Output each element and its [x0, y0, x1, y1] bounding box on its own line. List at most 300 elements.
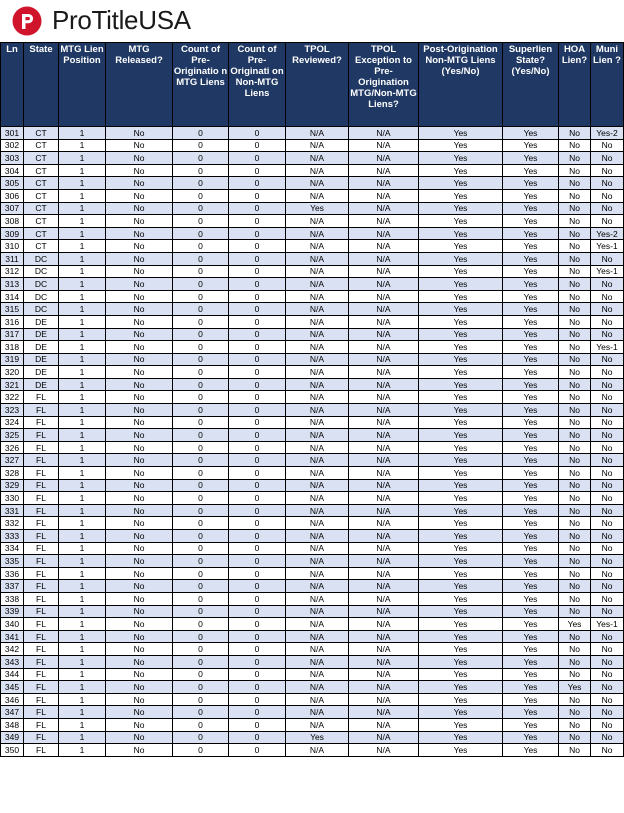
table-cell: 1: [59, 693, 106, 706]
table-cell: No: [559, 479, 591, 492]
table-cell: No: [106, 744, 173, 757]
table-cell: FL: [24, 391, 59, 404]
table-cell: No: [559, 416, 591, 429]
table-cell: FL: [24, 454, 59, 467]
table-cell: CT: [24, 152, 59, 165]
column-header: Ln: [1, 43, 24, 127]
column-header: State: [24, 43, 59, 127]
table-cell: No: [591, 530, 624, 543]
table-cell: No: [591, 378, 624, 391]
table-cell: Yes: [503, 643, 559, 656]
table-cell: 0: [229, 202, 286, 215]
table-cell: N/A: [286, 693, 349, 706]
table-cell: Yes: [503, 127, 559, 140]
table-cell: N/A: [349, 164, 419, 177]
table-cell: Yes: [503, 655, 559, 668]
table-row: [1, 177, 624, 190]
table-cell: 0: [229, 668, 286, 681]
table-row: [1, 378, 624, 391]
table-cell: 1: [59, 290, 106, 303]
table-cell: N/A: [349, 504, 419, 517]
table-cell: 0: [229, 378, 286, 391]
table-cell: N/A: [286, 492, 349, 505]
table-cell: No: [591, 454, 624, 467]
table-cell: N/A: [286, 139, 349, 152]
table-row: [1, 139, 624, 152]
table-cell: 1: [59, 492, 106, 505]
table-cell: No: [106, 706, 173, 719]
table-cell: 0: [229, 240, 286, 253]
table-cell: N/A: [349, 378, 419, 391]
table-cell: Yes: [503, 378, 559, 391]
table-row: [1, 164, 624, 177]
table-row: [1, 454, 624, 467]
table-cell: Yes: [503, 492, 559, 505]
table-row: [1, 252, 624, 265]
table-cell: 0: [173, 404, 229, 417]
table-cell: 1: [59, 542, 106, 555]
table-cell: 0: [229, 429, 286, 442]
table-cell: 0: [173, 378, 229, 391]
table-cell: N/A: [349, 718, 419, 731]
table-cell: DC: [24, 265, 59, 278]
table-cell: No: [559, 378, 591, 391]
table-cell: FL: [24, 504, 59, 517]
table-cell: CT: [24, 227, 59, 240]
table-cell: Yes: [419, 706, 503, 719]
table-cell: 0: [229, 366, 286, 379]
table-cell: No: [106, 681, 173, 694]
table-cell: 324: [1, 416, 24, 429]
table-cell: N/A: [286, 404, 349, 417]
table-cell: No: [106, 530, 173, 543]
table-cell: Yes: [286, 731, 349, 744]
table-cell: Yes: [503, 605, 559, 618]
table-cell: DE: [24, 315, 59, 328]
table-cell: 341: [1, 630, 24, 643]
table-cell: 1: [59, 353, 106, 366]
table-cell: 320: [1, 366, 24, 379]
table-cell: N/A: [349, 416, 419, 429]
table-cell: 345: [1, 681, 24, 694]
table-cell: 0: [229, 391, 286, 404]
table-cell: No: [106, 177, 173, 190]
table-cell: 1: [59, 655, 106, 668]
table-cell: Yes: [503, 341, 559, 354]
table-cell: N/A: [349, 240, 419, 253]
table-row: [1, 605, 624, 618]
table-cell: No: [591, 467, 624, 480]
table-cell: 0: [173, 530, 229, 543]
table-cell: N/A: [286, 391, 349, 404]
table-cell: No: [591, 366, 624, 379]
table-row: [1, 341, 624, 354]
table-cell: N/A: [349, 328, 419, 341]
table-cell: 0: [173, 240, 229, 253]
protitle-logo-icon: [12, 6, 42, 36]
table-cell: Yes: [419, 189, 503, 202]
table-cell: N/A: [286, 240, 349, 253]
table-cell: Yes: [419, 693, 503, 706]
table-cell: N/A: [349, 618, 419, 631]
table-cell: FL: [24, 681, 59, 694]
table-cell: 350: [1, 744, 24, 757]
table-cell: Yes: [419, 404, 503, 417]
table-cell: Yes-2: [591, 227, 624, 240]
table-row: [1, 290, 624, 303]
table-row: [1, 479, 624, 492]
table-cell: Yes: [419, 681, 503, 694]
table-cell: No: [106, 353, 173, 366]
table-cell: Yes-1: [591, 240, 624, 253]
table-cell: Yes: [503, 731, 559, 744]
table-cell: 1: [59, 366, 106, 379]
table-cell: 0: [173, 341, 229, 354]
table-cell: FL: [24, 479, 59, 492]
table-cell: N/A: [349, 530, 419, 543]
table-cell: 346: [1, 693, 24, 706]
table-cell: N/A: [349, 643, 419, 656]
table-cell: 1: [59, 278, 106, 291]
table-cell: N/A: [286, 315, 349, 328]
table-cell: N/A: [286, 668, 349, 681]
table-cell: 0: [173, 718, 229, 731]
table-cell: N/A: [349, 139, 419, 152]
table-row: [1, 744, 624, 757]
table-cell: 338: [1, 592, 24, 605]
table-cell: Yes: [419, 479, 503, 492]
table-cell: 0: [229, 441, 286, 454]
table-cell: 302: [1, 139, 24, 152]
table-cell: 0: [229, 744, 286, 757]
table-cell: Yes: [419, 744, 503, 757]
table-cell: Yes: [419, 378, 503, 391]
table-cell: DE: [24, 353, 59, 366]
table-cell: No: [559, 718, 591, 731]
table-cell: FL: [24, 605, 59, 618]
table-cell: N/A: [349, 391, 419, 404]
table-cell: No: [591, 441, 624, 454]
table-cell: Yes: [503, 152, 559, 165]
table-cell: N/A: [349, 315, 419, 328]
table-cell: No: [106, 643, 173, 656]
table-row: [1, 215, 624, 228]
table-cell: 334: [1, 542, 24, 555]
table-cell: 0: [173, 454, 229, 467]
table-cell: N/A: [286, 416, 349, 429]
table-cell: No: [591, 605, 624, 618]
table-cell: 321: [1, 378, 24, 391]
table-cell: No: [591, 416, 624, 429]
table-cell: Yes: [503, 328, 559, 341]
table-cell: 0: [229, 252, 286, 265]
table-cell: No: [559, 668, 591, 681]
table-cell: CT: [24, 177, 59, 190]
table-cell: N/A: [286, 215, 349, 228]
table-cell: Yes: [419, 366, 503, 379]
table-cell: 0: [173, 555, 229, 568]
table-cell: No: [106, 467, 173, 480]
table-cell: No: [559, 655, 591, 668]
table-cell: N/A: [286, 592, 349, 605]
table-cell: N/A: [286, 479, 349, 492]
table-cell: 347: [1, 706, 24, 719]
table-row: [1, 467, 624, 480]
logo-text: ProTitleUSA: [52, 5, 191, 35]
table-cell: N/A: [349, 668, 419, 681]
table-cell: 305: [1, 177, 24, 190]
table-row: [1, 189, 624, 202]
table-cell: 0: [173, 215, 229, 228]
table-cell: No: [559, 441, 591, 454]
table-row: [1, 693, 624, 706]
table-cell: 0: [229, 290, 286, 303]
table-cell: No: [106, 517, 173, 530]
table-cell: Yes: [503, 530, 559, 543]
table-cell: 1: [59, 127, 106, 140]
table-cell: 0: [173, 303, 229, 316]
table-cell: 0: [173, 152, 229, 165]
table-cell: 314: [1, 290, 24, 303]
table-cell: N/A: [349, 479, 419, 492]
table-row: [1, 202, 624, 215]
table-cell: 1: [59, 164, 106, 177]
table-cell: N/A: [286, 265, 349, 278]
table-cell: No: [559, 227, 591, 240]
table-cell: FL: [24, 492, 59, 505]
table-cell: 0: [229, 328, 286, 341]
table-cell: N/A: [349, 517, 419, 530]
table-cell: 0: [229, 152, 286, 165]
table-cell: No: [559, 693, 591, 706]
table-cell: Yes: [419, 227, 503, 240]
table-cell: 1: [59, 555, 106, 568]
table-cell: 0: [229, 580, 286, 593]
table-cell: FL: [24, 630, 59, 643]
table-cell: 313: [1, 278, 24, 291]
table-cell: 0: [229, 479, 286, 492]
table-cell: 322: [1, 391, 24, 404]
table-cell: 0: [229, 127, 286, 140]
table-cell: 0: [229, 542, 286, 555]
table-cell: No: [559, 278, 591, 291]
table-cell: 340: [1, 618, 24, 631]
table-cell: No: [559, 341, 591, 354]
table-cell: N/A: [349, 215, 419, 228]
table-cell: 348: [1, 718, 24, 731]
table-cell: No: [106, 504, 173, 517]
table-cell: 0: [173, 643, 229, 656]
table-cell: N/A: [349, 605, 419, 618]
column-header: Post-Origination Non-MTG Liens (Yes/No): [419, 43, 503, 127]
table-cell: 1: [59, 630, 106, 643]
table-cell: Yes: [419, 592, 503, 605]
table-cell: No: [591, 404, 624, 417]
table-cell: Yes: [503, 693, 559, 706]
table-cell: No: [106, 693, 173, 706]
table-cell: FL: [24, 429, 59, 442]
table-cell: N/A: [349, 341, 419, 354]
table-cell: Yes: [503, 467, 559, 480]
table-cell: No: [106, 366, 173, 379]
table-cell: 343: [1, 655, 24, 668]
table-cell: No: [591, 668, 624, 681]
table-cell: No: [591, 177, 624, 190]
table-cell: CT: [24, 139, 59, 152]
table-cell: No: [106, 240, 173, 253]
table-cell: N/A: [349, 366, 419, 379]
table-cell: N/A: [286, 718, 349, 731]
table-cell: Yes: [503, 315, 559, 328]
table-row: [1, 618, 624, 631]
table-cell: Yes: [503, 454, 559, 467]
table-cell: No: [559, 731, 591, 744]
table-cell: No: [559, 127, 591, 140]
table-cell: 0: [229, 227, 286, 240]
table-row: [1, 567, 624, 580]
table-row: [1, 580, 624, 593]
table-cell: 0: [229, 454, 286, 467]
table-cell: N/A: [286, 555, 349, 568]
table-cell: No: [106, 252, 173, 265]
table-cell: 0: [229, 731, 286, 744]
table-cell: Yes: [419, 391, 503, 404]
table-cell: Yes-1: [591, 341, 624, 354]
table-cell: N/A: [349, 127, 419, 140]
table-body: [1, 127, 624, 757]
table-cell: FL: [24, 555, 59, 568]
table-cell: 1: [59, 479, 106, 492]
table-cell: No: [106, 278, 173, 291]
table-cell: 0: [229, 681, 286, 694]
table-cell: FL: [24, 542, 59, 555]
table-cell: No: [591, 328, 624, 341]
table-cell: N/A: [349, 404, 419, 417]
table-cell: No: [106, 290, 173, 303]
table-cell: No: [559, 555, 591, 568]
table-cell: Yes: [419, 278, 503, 291]
table-cell: N/A: [286, 341, 349, 354]
table-cell: N/A: [286, 429, 349, 442]
table-cell: 0: [229, 404, 286, 417]
table-cell: No: [591, 252, 624, 265]
table-cell: 0: [229, 555, 286, 568]
table-cell: No: [106, 127, 173, 140]
table-cell: 1: [59, 718, 106, 731]
table-cell: No: [559, 517, 591, 530]
table-cell: 0: [229, 265, 286, 278]
table-cell: No: [591, 731, 624, 744]
table-cell: FL: [24, 693, 59, 706]
table-cell: 1: [59, 378, 106, 391]
table-cell: Yes: [419, 429, 503, 442]
table-cell: Yes: [503, 227, 559, 240]
table-cell: No: [559, 580, 591, 593]
table-cell: N/A: [349, 542, 419, 555]
table-row: [1, 706, 624, 719]
table-cell: No: [591, 630, 624, 643]
table-cell: No: [559, 744, 591, 757]
table-cell: No: [591, 643, 624, 656]
table-cell: N/A: [286, 127, 349, 140]
table-cell: 0: [173, 479, 229, 492]
table-cell: 339: [1, 605, 24, 618]
table-row: [1, 265, 624, 278]
table-cell: N/A: [349, 555, 419, 568]
table-cell: No: [591, 139, 624, 152]
table-cell: No: [106, 404, 173, 417]
table-cell: 0: [229, 630, 286, 643]
table-row: [1, 643, 624, 656]
table-cell: N/A: [349, 693, 419, 706]
table-cell: No: [591, 492, 624, 505]
table-cell: 0: [173, 177, 229, 190]
table-cell: No: [591, 681, 624, 694]
table-cell: N/A: [349, 441, 419, 454]
table-row: [1, 278, 624, 291]
table-cell: No: [559, 290, 591, 303]
table-cell: FL: [24, 467, 59, 480]
table-cell: No: [559, 504, 591, 517]
table-cell: Yes: [503, 202, 559, 215]
table-cell: N/A: [349, 189, 419, 202]
table-cell: No: [559, 454, 591, 467]
table-cell: 308: [1, 215, 24, 228]
table-cell: 1: [59, 429, 106, 442]
table-cell: 316: [1, 315, 24, 328]
table-cell: 1: [59, 139, 106, 152]
table-cell: No: [106, 303, 173, 316]
table-cell: Yes-1: [591, 265, 624, 278]
table-cell: 0: [229, 643, 286, 656]
table-cell: Yes: [419, 240, 503, 253]
table-cell: No: [591, 164, 624, 177]
table-cell: Yes: [419, 127, 503, 140]
table-cell: 0: [173, 580, 229, 593]
table-cell: No: [106, 315, 173, 328]
table-cell: N/A: [286, 530, 349, 543]
table-cell: Yes: [503, 391, 559, 404]
table-cell: Yes: [503, 630, 559, 643]
table-cell: N/A: [349, 227, 419, 240]
table-cell: 1: [59, 152, 106, 165]
table-cell: No: [591, 152, 624, 165]
column-header: TPOL Exception to Pre-Origination MTG/Non-MTG Liens?: [349, 43, 419, 127]
table-cell: N/A: [349, 265, 419, 278]
table-cell: Yes: [419, 265, 503, 278]
table-cell: N/A: [349, 202, 419, 215]
table-cell: Yes: [419, 618, 503, 631]
table-cell: 323: [1, 404, 24, 417]
table-cell: N/A: [349, 290, 419, 303]
table-cell: No: [559, 530, 591, 543]
table-cell: 330: [1, 492, 24, 505]
table-cell: FL: [24, 592, 59, 605]
table-cell: N/A: [286, 542, 349, 555]
table-cell: Yes: [503, 265, 559, 278]
table-cell: 0: [173, 592, 229, 605]
table-row: [1, 517, 624, 530]
table-cell: No: [106, 341, 173, 354]
table-cell: N/A: [349, 567, 419, 580]
table-cell: 1: [59, 618, 106, 631]
table-row: [1, 366, 624, 379]
table-cell: FL: [24, 441, 59, 454]
table-cell: Yes: [503, 618, 559, 631]
table-row: [1, 303, 624, 316]
table-cell: Yes: [419, 454, 503, 467]
table-cell: N/A: [286, 278, 349, 291]
